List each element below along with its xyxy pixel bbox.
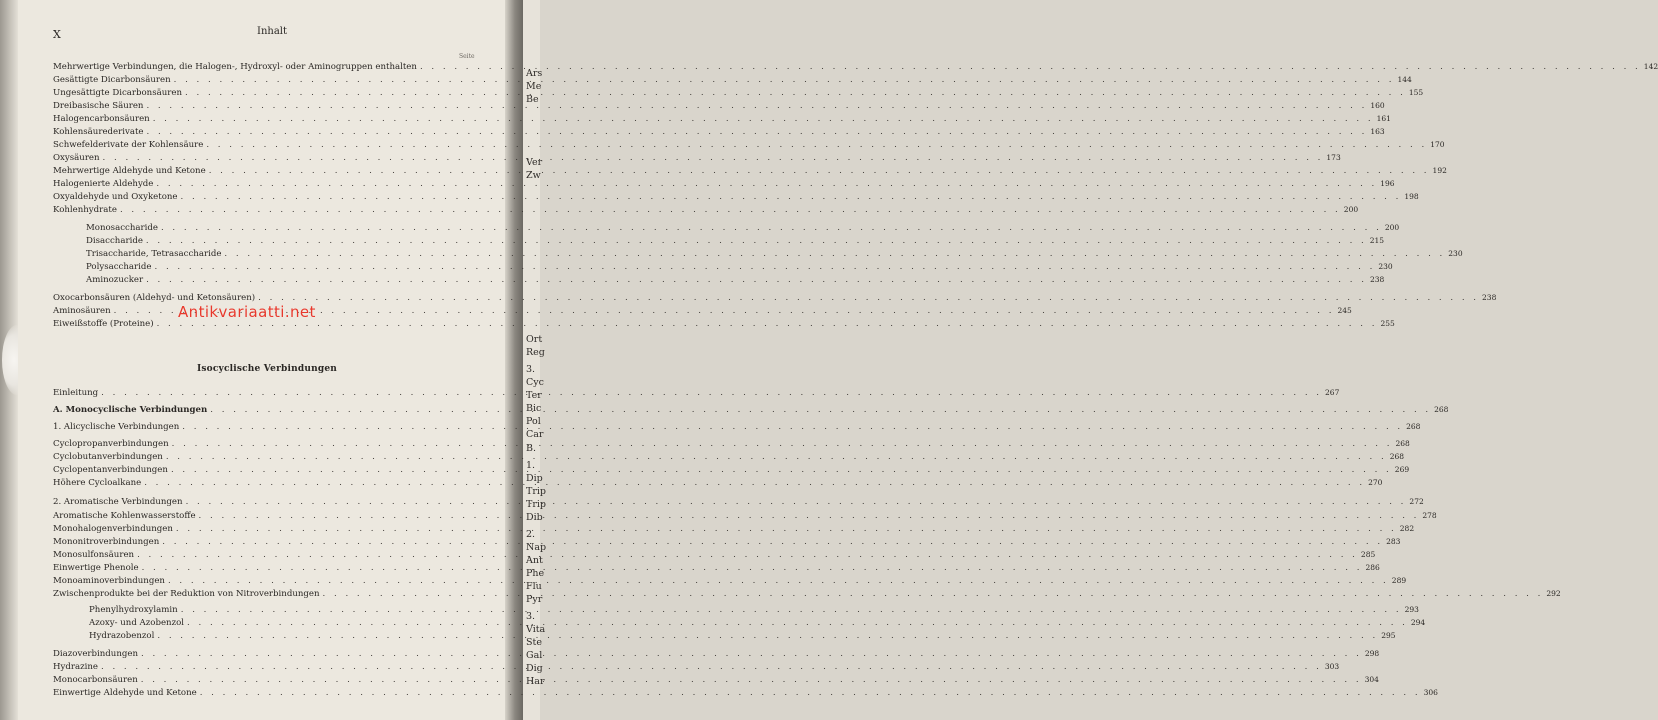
leader-dots (168, 576, 1389, 587)
facing-page-fragment: Pol (526, 416, 541, 427)
facing-page-fragment: Dib (526, 512, 543, 523)
facing-page-fragment: 3. (526, 611, 536, 622)
toc-entry-title: Monoaminoverbindungen (53, 576, 165, 586)
toc-entry-page: 306 (1423, 688, 1438, 697)
leader-dots (181, 605, 1402, 616)
toc-subentry (86, 274, 1385, 286)
toc-entry (53, 100, 1385, 112)
facing-page-fragment: Cyc (526, 377, 544, 388)
leader-dots (162, 537, 1383, 548)
toc-entry-title: Monosulfonsäuren (53, 550, 135, 560)
toc-entry (53, 204, 1359, 216)
leader-dots (186, 497, 1407, 508)
toc-entry-title: Zwischenprodukte bei der Reduktion von Nitroverbindungen (53, 589, 320, 599)
toc-entry-page: 303 (1324, 662, 1340, 671)
toc-subentry (89, 604, 1419, 616)
toc-entry-page: 267 (1325, 388, 1340, 397)
facing-page-fragment: Gal (526, 650, 543, 661)
toc-entry-title: Schwefelderivate der Kohlensäure (53, 140, 204, 150)
toc-entry-title: Diazoverbindungen (53, 649, 138, 659)
toc-entry (53, 687, 1438, 699)
section-heading (0, 364, 540, 374)
toc-subentry (89, 630, 1396, 642)
toc-entry-title: Aminosäuren (53, 306, 111, 316)
toc-entry-title: 2. Aromatische Verbindungen (53, 497, 183, 507)
toc-entry-title: Gesättigte Dicarbonsäuren (53, 75, 171, 85)
toc-entry-title: Cyclopropanverbindungen (53, 439, 169, 449)
leader-dots (209, 166, 1430, 177)
toc-entry-page: 304 (1364, 675, 1379, 684)
leader-dots (146, 101, 1367, 112)
toc-entry-title: A. Monocyclische Verbindungen (53, 405, 208, 415)
facing-page-fragment: Me (526, 81, 542, 92)
facing-page-fragment: Zw (526, 170, 541, 181)
toc-entry-title: Mononitroverbindungen (53, 537, 160, 547)
facing-page-fragment: 1. (526, 460, 536, 471)
leader-dots (161, 223, 1382, 234)
toc-entry-page: 269 (1394, 465, 1410, 474)
running-head: Inhalt (257, 26, 288, 37)
leader-dots (141, 649, 1362, 660)
leader-dots (120, 205, 1341, 216)
toc-subentry (86, 235, 1385, 247)
toc-entry-page: 200 (1384, 223, 1400, 232)
facing-page-fragment: Vita (526, 624, 546, 635)
leader-dots (174, 75, 1395, 86)
toc-entry-title: Oxyaldehyde und Oxyketone (53, 192, 178, 202)
leader-dots (154, 262, 1375, 273)
toc-entry (53, 464, 1410, 476)
leader-dots (101, 662, 1322, 673)
toc-entry-page: 255 (1380, 319, 1395, 328)
facing-page-fragment: Ver (526, 157, 543, 168)
toc-entry-page: 286 (1365, 563, 1380, 572)
toc-entry-page: 295 (1381, 631, 1396, 640)
facing-page-fragment: 2. (526, 529, 536, 540)
toc-entry (53, 113, 1391, 125)
leader-dots (103, 153, 1324, 164)
toc-entry-page: 173 (1326, 153, 1341, 162)
toc-entry (53, 74, 1412, 86)
leader-dots (144, 478, 1365, 489)
leader-dots (146, 236, 1367, 247)
toc-entry-page: 155 (1408, 88, 1424, 97)
toc-entry-page: 161 (1376, 114, 1391, 123)
toc-entry-title: Dreibasische Säuren (53, 101, 144, 111)
toc-entry-title: Aminozucker (86, 275, 144, 285)
toc-entry-page: 196 (1380, 179, 1395, 188)
toc-entry-page: 293 (1404, 605, 1419, 614)
toc-entry-page: 192 (1432, 166, 1447, 175)
toc-entry-title: Aromatische Kohlenwasserstoffe (53, 511, 196, 521)
leader-dots (142, 563, 1363, 574)
toc-entry (53, 523, 1415, 535)
toc-entry (53, 191, 1419, 203)
facing-page-fragment: Nap (526, 542, 547, 553)
toc-entry-title: Monosaccharide (86, 223, 158, 233)
toc-entry-page: 238 (1482, 293, 1497, 302)
facing-page-fragment: Har (526, 676, 545, 687)
facing-page-fragment: Ste (526, 637, 542, 648)
toc-entry-page: 289 (1391, 576, 1407, 585)
facing-page-fragment: Flu (526, 581, 542, 592)
toc-subentry (89, 617, 1426, 629)
toc-entry-page: 200 (1343, 205, 1359, 214)
toc-entry-page: 268 (1395, 439, 1410, 448)
toc-entry (53, 178, 1395, 190)
toc-entry-page: 268 (1389, 452, 1405, 461)
toc-entry-title: Hydrazine (53, 662, 98, 672)
toc-entry-title: Einleitung (53, 388, 99, 398)
page-number: X (53, 28, 62, 41)
toc-entry-page: 170 (1430, 140, 1445, 149)
leader-dots (420, 62, 1641, 73)
toc-entry-page: 163 (1370, 127, 1385, 136)
toc-entry-page: 282 (1399, 524, 1415, 533)
facing-page-fragment: Ort (526, 334, 543, 345)
toc-entry-page: 270 (1368, 478, 1383, 487)
toc-entry (53, 139, 1445, 151)
facing-page-fragment: Dig (526, 663, 543, 674)
facing-page-fragment: Trip (526, 499, 546, 510)
leader-dots (187, 618, 1408, 629)
leader-dots (172, 439, 1393, 450)
toc-entry-title: Oxysäuren (53, 153, 100, 163)
toc-entry-page: 272 (1409, 497, 1424, 506)
toc-entry-page: 278 (1422, 511, 1437, 520)
seite-label: Seite (459, 53, 475, 60)
toc-entry-title: Disaccharide (86, 236, 143, 246)
facing-page-fragment: Phe (526, 568, 545, 579)
toc-entry-page: 230 (1378, 262, 1393, 271)
leader-dots (181, 192, 1402, 203)
toc-entry-page: 292 (1546, 589, 1561, 598)
leader-dots (182, 422, 1403, 433)
leader-dots (156, 179, 1377, 190)
toc-subentry (86, 248, 1463, 260)
leader-dots (323, 589, 1544, 600)
facing-page-fragment: Bic (526, 403, 542, 414)
toc-entry-title: Trisaccharide, Tetrasaccharide (86, 249, 222, 259)
toc-subentry (86, 261, 1393, 273)
section-heading-text: Isocyclische Verbindungen (196, 364, 338, 374)
leader-dots (137, 550, 1358, 561)
leader-dots (258, 293, 1479, 304)
facing-page-fragment: B. (526, 443, 537, 454)
facing-page-fragment: Dip (526, 473, 543, 484)
toc-entry-page: 238 (1369, 275, 1385, 284)
toc-entry-title: Cyclopentanverbindungen (53, 465, 168, 475)
toc-entry-title: Einwertige Phenole (53, 563, 139, 573)
leader-dots (157, 631, 1378, 642)
toc-entry-title: 1. Alicyclische Verbindungen (53, 422, 180, 432)
toc-entry-page: 268 (1406, 422, 1421, 431)
toc-entry-page: 142 (1643, 62, 1658, 71)
facing-page-fragment: 3. (526, 364, 536, 375)
toc-entry-title: Phenylhydroxylamin (89, 605, 178, 615)
toc-entry-page: 283 (1386, 537, 1401, 546)
toc-entry-page: 294 (1410, 618, 1426, 627)
toc-entry-title: Cyclobutanverbindungen (53, 452, 163, 462)
leader-dots (147, 127, 1368, 138)
toc-entry-title: Monocarbonsäuren (53, 675, 138, 685)
toc-entry-page: 298 (1364, 649, 1380, 658)
leader-dots (210, 405, 1431, 416)
facing-page-fragment: Trip (526, 486, 546, 497)
toc-entry (53, 87, 1424, 99)
toc-entry-title: Mehrwertige Verbindungen, die Halogen-, Hydroxyl- oder Aminogruppen enthalten (53, 62, 417, 72)
toc-entry-page: 285 (1360, 550, 1376, 559)
toc-entry-title: Kohlensäurederivate (53, 127, 144, 137)
toc-entry (53, 562, 1380, 574)
leader-dots (153, 114, 1374, 125)
facing-page-fragment: Be (526, 94, 539, 105)
leader-dots (101, 388, 1322, 399)
toc-entry (53, 126, 1385, 138)
toc-entry-title: Hydrazobenzol (89, 631, 155, 641)
toc-entry (53, 451, 1405, 463)
toc-entry (53, 438, 1410, 450)
leader-dots (185, 88, 1406, 99)
toc-entry-page: 215 (1369, 236, 1385, 245)
leader-dots (141, 675, 1362, 686)
toc-entry-title: Polysaccharide (86, 262, 152, 272)
toc-entry-page: 245 (1337, 306, 1352, 315)
toc-entry-title: Oxocarbonsäuren (Aldehyd- und Ketonsäuren) (53, 293, 256, 303)
facing-page-fragment: Reg (526, 347, 545, 358)
watermark-text: Antikvariaatti.net (178, 303, 316, 321)
toc-entry-title: Halogencarbonsäuren (53, 114, 150, 124)
leader-dots (206, 140, 1427, 151)
toc-entry-page: 198 (1404, 192, 1419, 201)
toc-entry-title: Höhere Cycloalkane (53, 478, 142, 488)
leader-dots (171, 465, 1392, 476)
leader-dots (224, 249, 1445, 260)
leader-dots (200, 688, 1421, 699)
toc-entry-title: Halogenierte Aldehyde (53, 179, 154, 189)
toc-entry-title: Monohalogenverbindungen (53, 524, 173, 534)
facing-page-fragment: Car (526, 429, 544, 440)
toc-subentry (86, 222, 1400, 234)
facing-page-fragment: Ter (526, 390, 542, 401)
leader-dots (146, 275, 1367, 286)
leader-dots (166, 452, 1387, 463)
facing-page-fragment: Ars (526, 68, 543, 79)
toc-entry-page: 268 (1434, 405, 1449, 414)
toc-entry (53, 61, 1658, 73)
leader-dots (199, 511, 1420, 522)
facing-page-fragment: Ant (526, 555, 543, 566)
toc-entry-title: Mehrwertige Aldehyde und Ketone (53, 166, 206, 176)
toc-entry-page: 230 (1448, 249, 1463, 258)
leader-dots (176, 524, 1397, 535)
toc-entry-title: Kohlenhydrate (53, 205, 117, 215)
toc-entry-title: Azoxy- und Azobenzol (89, 618, 185, 628)
toc-entry-page: 160 (1370, 101, 1385, 110)
toc-entry-title: Einwertige Aldehyde und Ketone (53, 688, 197, 698)
toc-entry-page: 144 (1397, 75, 1412, 84)
toc-entry-title: Eiweißstoffe (Proteine) (53, 319, 154, 329)
facing-page-fragment: Pyr (526, 594, 543, 605)
toc-entry-title: Ungesättigte Dicarbonsäuren (53, 88, 183, 98)
leader-dots (157, 319, 1378, 330)
